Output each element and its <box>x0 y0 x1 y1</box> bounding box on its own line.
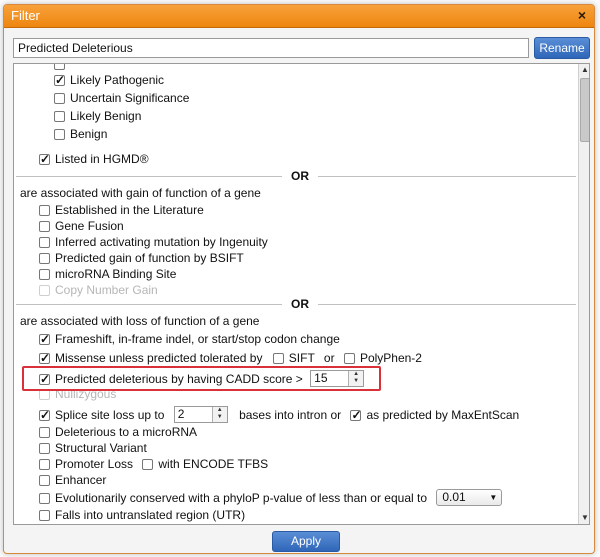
checkbox[interactable] <box>54 75 65 86</box>
phylop-pvalue-value: 0.01 <box>442 490 466 504</box>
or-label: OR <box>291 169 309 183</box>
rename-button[interactable]: Rename <box>534 37 590 59</box>
loss-section-header: are associated with loss of function of a gene <box>20 314 260 328</box>
option-splice-site[interactable] <box>39 406 519 422</box>
title-bar[interactable] <box>4 5 594 28</box>
clipped-option[interactable] <box>54 63 70 72</box>
checkbox[interactable] <box>39 410 50 421</box>
option-likely-pathogenic[interactable] <box>54 72 164 88</box>
encode-tfbs-label: with ENCODE TFBS <box>158 457 269 471</box>
scrollbar-thumb[interactable] <box>580 78 590 142</box>
apply-button[interactable]: Apply <box>272 531 340 552</box>
stepper-up-icon[interactable]: ▲ <box>216 407 223 413</box>
stepper-down-icon[interactable]: ▼ <box>216 414 223 420</box>
option-mirna-binding[interactable] <box>39 266 176 282</box>
option-label: Copy Number Gain <box>55 283 158 297</box>
option-label: Uncertain Significance <box>70 91 190 105</box>
maxentscan-label: as predicted by MaxEntScan <box>366 408 520 422</box>
option-label: Enhancer <box>55 473 107 487</box>
sift-label: SIFT <box>288 351 315 365</box>
checkbox[interactable] <box>39 154 50 165</box>
option-likely-benign[interactable] <box>54 108 141 124</box>
option-label: Evolutionarily conserved with a phyloP p-value of less than or equal to <box>55 491 427 505</box>
stepper-down-icon[interactable]: ▼ <box>353 378 360 384</box>
option-label: Structural Variant <box>55 441 147 455</box>
option-inferred-activating[interactable] <box>39 234 268 250</box>
option-label-mid: bases into intron or <box>239 408 342 422</box>
or-label: OR <box>291 297 309 311</box>
option-label: Splice site loss up to <box>55 408 165 422</box>
option-established-literature[interactable] <box>39 202 204 218</box>
checkbox[interactable] <box>39 493 50 504</box>
dialog-title: Filter <box>11 8 40 23</box>
or-text: or <box>323 351 335 365</box>
checkbox[interactable] <box>39 443 50 454</box>
checkbox[interactable] <box>39 221 50 232</box>
checkbox[interactable] <box>39 353 50 364</box>
polyphen-checkbox[interactable] <box>344 353 355 364</box>
vertical-scrollbar[interactable] <box>578 64 590 524</box>
checkbox[interactable] <box>39 427 50 438</box>
checkbox[interactable] <box>39 253 50 264</box>
cadd-highlight-box <box>22 366 381 391</box>
option-label: microRNA Binding Site <box>55 267 177 281</box>
option-uncertain-significance[interactable] <box>54 90 189 106</box>
checkbox <box>39 285 50 296</box>
filter-options-panel <box>13 63 590 525</box>
splice-bases-stepper[interactable] <box>174 406 228 423</box>
option-bsift[interactable] <box>39 250 244 266</box>
option-label: Promoter Loss <box>55 457 134 471</box>
option-structural-variant[interactable] <box>39 440 147 456</box>
polyphen-label: PolyPhen-2 <box>359 351 422 365</box>
option-gene-fusion[interactable] <box>39 218 124 234</box>
checkbox[interactable] <box>39 205 50 216</box>
gain-section-header: are associated with gain of function of a gene <box>20 186 261 200</box>
checkbox[interactable] <box>54 111 65 122</box>
phylop-pvalue-select[interactable] <box>436 489 502 506</box>
option-enhancer[interactable] <box>39 472 106 488</box>
option-label: Falls into untranslated region (UTR) <box>55 508 246 522</box>
checkbox[interactable] <box>54 129 65 140</box>
option-label: Benign <box>70 127 108 141</box>
encode-tfbs-checkbox[interactable] <box>142 459 153 470</box>
checkbox[interactable] <box>54 63 65 70</box>
option-label: Listed in HGMD® <box>55 152 149 166</box>
chevron-down-icon: ▼ <box>489 493 498 502</box>
filter-name-input[interactable] <box>13 38 529 58</box>
checkbox[interactable] <box>39 237 50 248</box>
close-icon[interactable]: × <box>577 7 586 23</box>
option-label: Deleterious to a microRNA <box>55 425 198 439</box>
maxentscan-checkbox[interactable] <box>350 410 361 421</box>
option-label: Nullizygous <box>55 387 117 401</box>
checkbox[interactable] <box>39 475 50 486</box>
scroll-down-icon[interactable]: ▼ <box>581 513 589 522</box>
stepper-up-icon[interactable]: ▲ <box>353 371 360 377</box>
or-separator <box>16 296 576 312</box>
option-utr[interactable] <box>39 507 245 523</box>
option-missense[interactable] <box>39 350 422 366</box>
option-label: Predicted deleterious by having CADD score > <box>55 372 303 386</box>
option-label: Gene Fusion <box>55 219 124 233</box>
checkbox[interactable] <box>39 510 50 521</box>
option-conserved-phylop[interactable] <box>39 489 502 505</box>
checkbox[interactable] <box>39 269 50 280</box>
scroll-up-icon[interactable]: ▲ <box>581 65 589 74</box>
option-label: Predicted gain of function by BSIFT <box>55 251 244 265</box>
filter-dialog <box>3 4 595 554</box>
checkbox[interactable] <box>54 93 65 104</box>
option-label: Missense unless predicted tolerated by <box>55 351 263 365</box>
or-separator <box>16 168 576 184</box>
option-frameshift[interactable] <box>39 331 340 347</box>
option-promoter-loss[interactable] <box>39 456 268 472</box>
checkbox[interactable] <box>39 459 50 470</box>
sift-checkbox[interactable] <box>273 353 284 364</box>
option-listed-in-hgmd[interactable] <box>39 151 149 167</box>
cadd-score-value: 15 <box>314 371 328 385</box>
option-label: Likely Benign <box>70 109 142 123</box>
option-label: Inferred activating mutation by Ingenuity <box>55 235 268 249</box>
option-label: Likely Pathogenic <box>70 73 165 87</box>
option-label: Established in the Literature <box>55 203 204 217</box>
splice-bases-value: 2 <box>177 407 185 421</box>
checkbox[interactable] <box>39 334 50 345</box>
option-benign[interactable] <box>54 126 107 142</box>
option-label: Frameshift, in-frame indel, or start/stop codon change <box>55 332 340 346</box>
option-deleterious-mirna[interactable] <box>39 424 197 440</box>
